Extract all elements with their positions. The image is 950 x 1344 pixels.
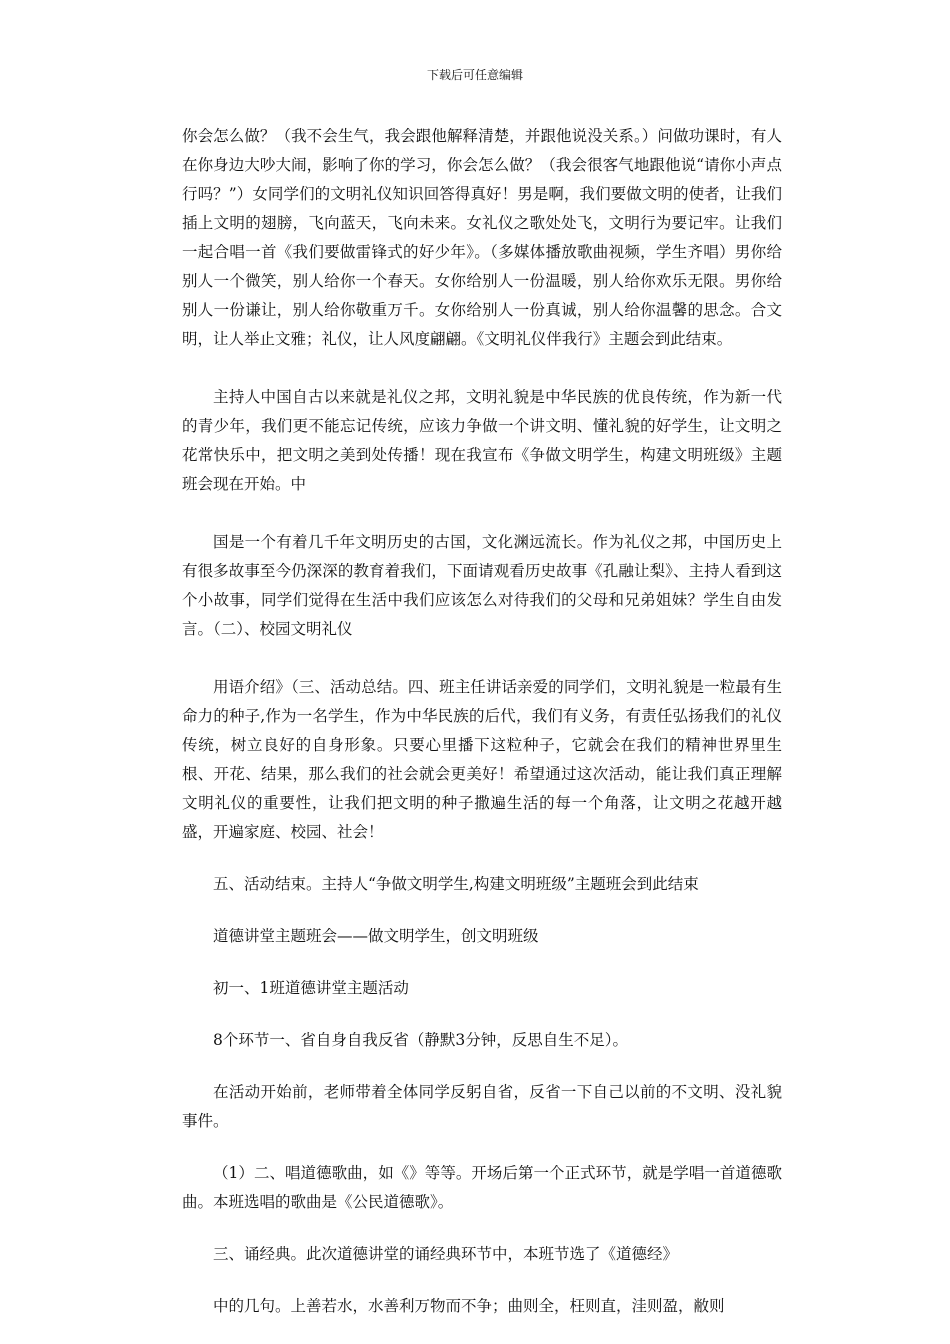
paragraph-8: 8个环节一、省自身自我反省（静默3分钟，反思自生不足）。 <box>213 1031 628 1049</box>
page-header: 下载后可任意编辑 <box>426 68 523 82</box>
paragraph-12: 中的几句。上善若水，水善利万物而不争；曲则全，枉则直，洼则盈，敝则 <box>213 1297 725 1315</box>
paragraph-5: 五、活动结束。主持人“争做文明学生,构建文明班级”主题班会到此结束 <box>213 875 699 893</box>
paragraph-4: 用语介绍》（三、活动总结。四、班主任讲话亲爱的同学们，文明礼貌是一粒最有生命力的种子,作为一名学生，作为中华民族的后代，我们有义务，有责任弘扬我们的礼仪传统，树立良好的自身形象。只要心里播下这粒种子，它就会在我们的精神世界里生根、开花、结果，那么我们的社会就会更美好！希望通过这次活动，能让我们真正理解文明礼仪的重要性，让我们把文明的种子撒遍生活的每一个角落，让文明之花越开越盛，开遍家庭、校园、社会！ <box>182 678 782 841</box>
document-body <box>182 122 782 1321</box>
paragraph-3: 国是一个有着几千年文明历史的古国，文化渊远流长。作为礼仪之邦，中国历史上有很多故事至今仍深深的教育着我们，下面请观看历史故事《孔融让梨》、主持人看到这个小故事，同学们觉得在生活中我们应该怎么对待我们的父母和兄弟姐妹？学生自由发言。（二）、校园文明礼仪 <box>182 533 782 638</box>
paragraph-11: 三、诵经典。此次道德讲堂的诵经典环节中，本班节选了《道德经》 <box>213 1245 679 1263</box>
paragraph-1: 你会怎么做？（我不会生气，我会跟他解释清楚，并跟他说没关系。）问做功课时，有人在你身边大吵大闹，影响了你的学习，你会怎么做？（我会很客气地跟他说“请你小声点行吗？”）女同学们的文明礼仪知识回答得真好！男是啊，我们要做文明的使者，让我们插上文明的翅膀，飞向蓝天，飞向未来。女礼仪之歌处处飞，文明行为要记牢。让我们一起合唱一首《我们要做雷锋式的好少年》。（多媒体播放歌曲视频，学生齐唱）男你给别人一个微笑，别人给你一个春天。女你给别人一份温暖，别人给你欢乐无限。男你给别人一份谦让，别人给你敬重万千。女你给别人一份真诚，别人给你温馨的思念。合文明，让人举止文雅；礼仪，让人风度翩翩。《文明礼仪伴我行》主题会到此结束。 <box>182 127 782 348</box>
paragraph-7: 初一、1班道德讲堂主题活动 <box>213 979 409 997</box>
paragraph-9: 在活动开始前，老师带着全体同学反躬自省，反省一下自己以前的不文明、没礼貌事件。 <box>182 1083 782 1130</box>
paragraph-10: （1）二、唱道德歌曲，如《》等等。开场后第一个正式环节，就是学唱一首道德歌曲。本班选唱的歌曲是《公民道德歌》。 <box>182 1164 782 1211</box>
paragraph-2: 主持人中国自古以来就是礼仪之邦，文明礼貌是中华民族的优良传统，作为新一代的青少年，我们更不能忘记传统，应该力争做一个讲文明、懂礼貌的好学生，让文明之花常快乐中，把文明之美到处传播！现在我宣布《争做文明学生，构建文明班级》主题班会现在开始。中 <box>182 388 782 493</box>
paragraph-6: 道德讲堂主题班会——做文明学生，创文明班级 <box>213 927 539 945</box>
